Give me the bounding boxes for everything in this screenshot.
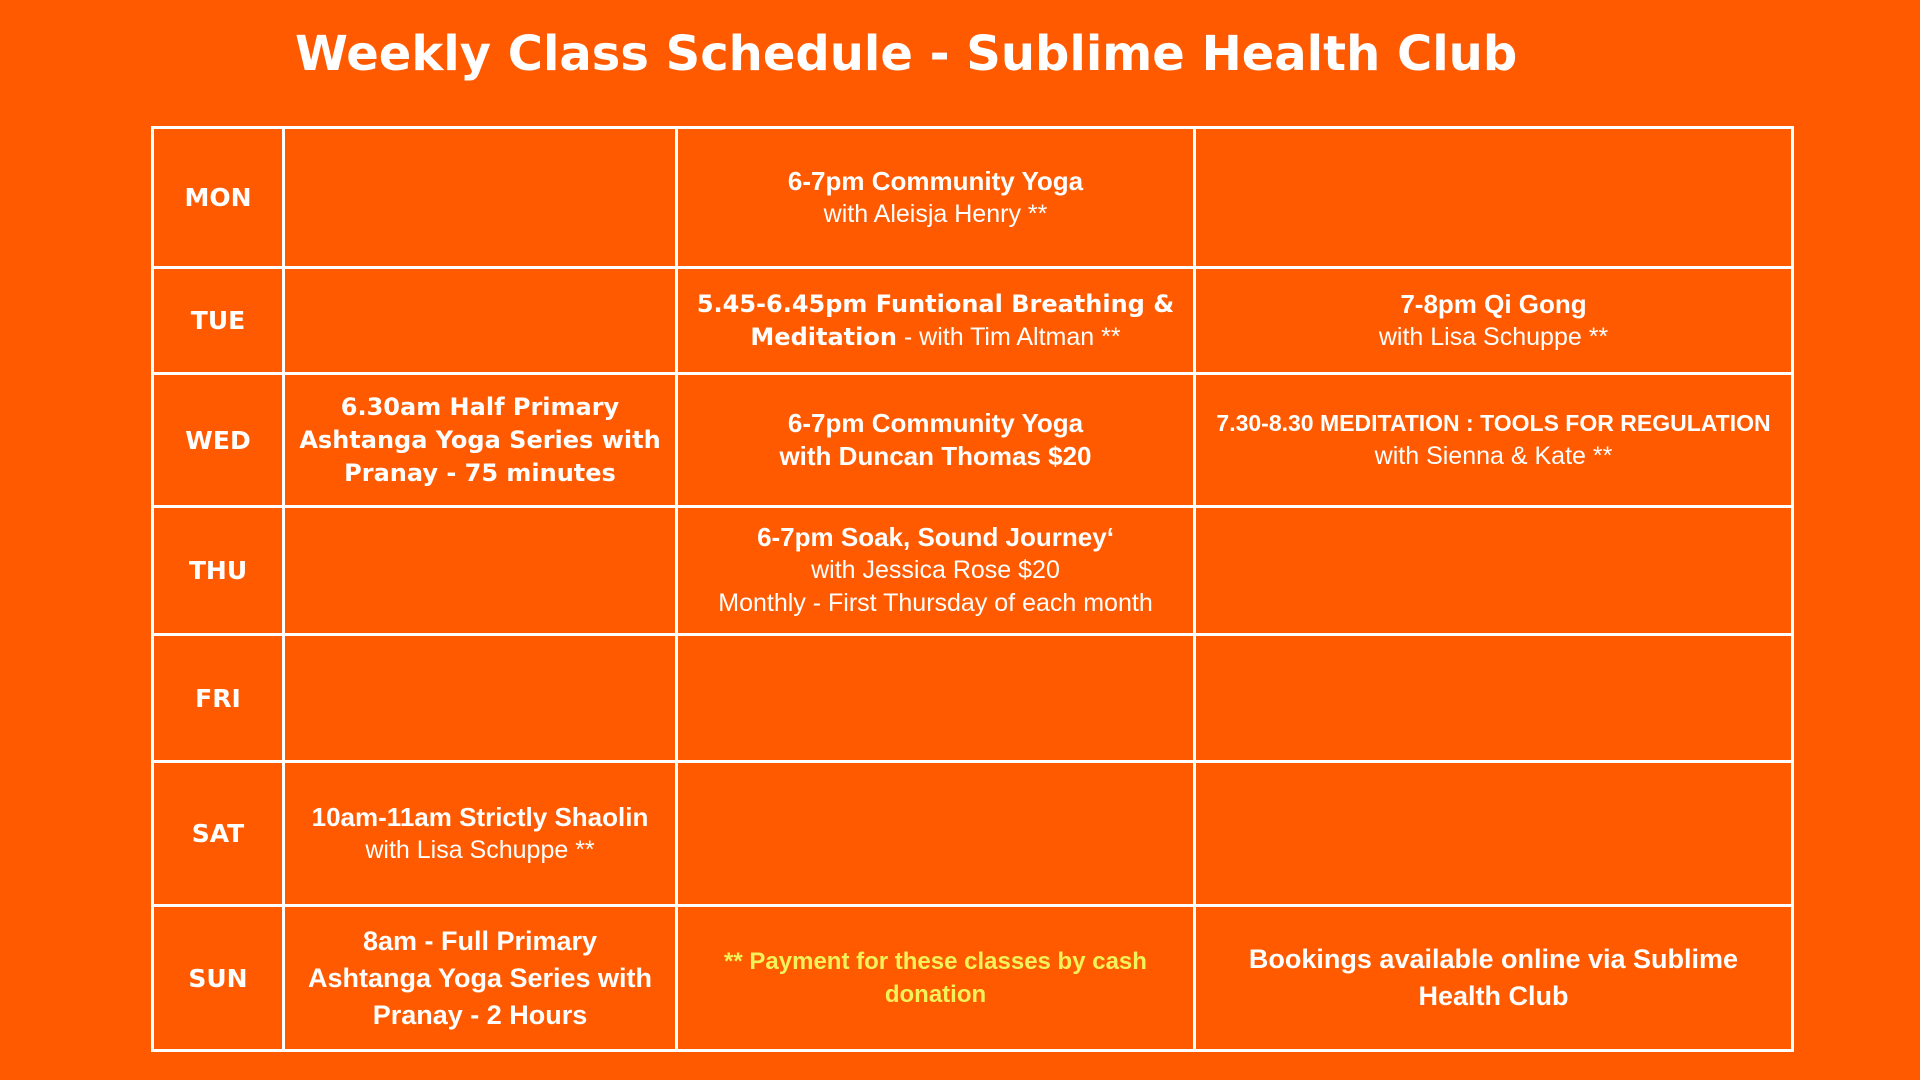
cell-sat-col1: [284, 762, 677, 906]
cell-sun-col1: [284, 906, 677, 1051]
page-title: Weekly Class Schedule - Sublime Health Club: [295, 26, 1518, 82]
day-label-mon: MON: [153, 128, 284, 268]
cell-fri-col2: [677, 635, 1195, 762]
class-instructor: with Lisa Schuppe **: [1378, 322, 1609, 351]
bookings-note-line-2: Health Club: [1418, 981, 1569, 1011]
class-title: 5.45-6.45pm Funtional Breathing &: [696, 289, 1175, 318]
class-title: 6-7pm Soak, Sound Journey‘: [757, 522, 1114, 552]
cell-fri-col1: [284, 635, 677, 762]
class-instructor: with Aleisja Henry **: [823, 199, 1048, 228]
row-tue: [153, 268, 1793, 374]
class-title: 6-7pm Community Yoga: [787, 408, 1084, 438]
cell-sun-col2: [677, 906, 1195, 1051]
cell-mon-col1: [284, 128, 677, 268]
class-line-1: 8am - Full Primary: [362, 925, 598, 956]
cell-sat-col3: [1195, 762, 1793, 906]
cell-thu-col3: [1195, 507, 1793, 635]
cell-mon-col3: [1195, 128, 1793, 268]
class-line-3: Pranay - 2 Hours: [372, 999, 588, 1030]
class-title-word: Meditation: [750, 322, 897, 351]
row-sat: [153, 762, 1793, 906]
cell-sat-col2: [677, 762, 1195, 906]
class-title: 7-8pm Qi Gong: [1400, 288, 1587, 319]
class-frequency: Monthly - First Thursday of each month: [718, 589, 1153, 617]
payment-note-line-2: donation: [884, 981, 987, 1008]
class-instructor: with Lisa Schuppe **: [365, 835, 595, 864]
row-mon: [153, 128, 1793, 268]
class-title: 7.30-8.30 MEDITATION : TOOLS FOR REGULATION: [1216, 410, 1771, 436]
bookings-note-line-1: Bookings available online via Sublime: [1248, 944, 1739, 974]
day-label-thu: THU: [153, 507, 284, 635]
class-title: 6-7pm Community Yoga: [787, 165, 1084, 196]
class-line-1: 6.30am Half Primary: [340, 392, 620, 421]
schedule-table: [151, 126, 1794, 1052]
cell-fri-col3: [1195, 635, 1793, 762]
row-sun: [153, 906, 1793, 1051]
row-thu: [153, 507, 1793, 635]
class-instructor: - with Tim Altman **: [896, 322, 1121, 351]
class-instructor: with Jessica Rose $20: [811, 556, 1060, 584]
class-title: 10am-11am Strictly Shaolin: [311, 801, 649, 832]
class-instructor: with Duncan Thomas $20: [779, 441, 1092, 471]
day-label-sun: SUN: [153, 906, 284, 1051]
cell-wed-col2: [677, 374, 1195, 507]
day-label-wed: WED: [153, 374, 284, 507]
cell-mon-col2: [677, 128, 1195, 268]
day-label-fri: FRI: [153, 635, 284, 762]
class-title-continued: [686, 321, 1185, 354]
row-wed: [153, 374, 1793, 507]
cell-tue-col3: [1195, 268, 1793, 374]
class-line-2: Ashtanga Yoga Series with: [299, 425, 661, 454]
cell-thu-col2: [677, 507, 1195, 635]
day-label-sat: SAT: [153, 762, 284, 906]
payment-note-line-1: ** Payment for these classes by cash: [724, 948, 1147, 975]
cell-sun-col3: [1195, 906, 1793, 1051]
cell-wed-col1: [284, 374, 677, 507]
cell-tue-col1: [284, 268, 677, 374]
cell-thu-col1: [284, 507, 677, 635]
class-instructor: with Sienna & Kate **: [1374, 442, 1613, 470]
class-line-2: Ashtanga Yoga Series with: [307, 962, 653, 993]
day-label-tue: TUE: [153, 268, 284, 374]
cell-wed-col3: [1195, 374, 1793, 507]
class-line-3: Pranay - 75 minutes: [344, 458, 616, 487]
row-fri: [153, 635, 1793, 762]
cell-tue-col2: [677, 268, 1195, 374]
